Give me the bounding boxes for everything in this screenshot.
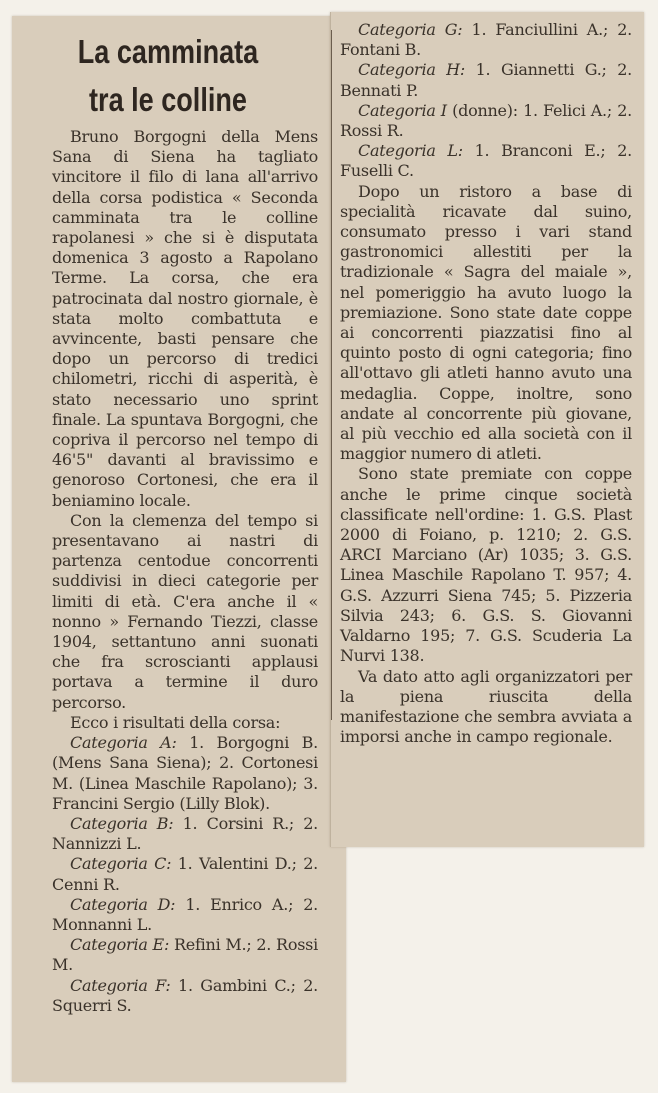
category-e-result	[52, 935, 318, 975]
category-f-result	[52, 976, 318, 1016]
category-d-result	[52, 895, 318, 935]
category-e-label: Categoria E:	[70, 935, 170, 955]
category-b-text: 1. Corsini R.; 2. Nannizzi L.	[52, 813, 318, 854]
category-h-label: Categoria H:	[358, 60, 466, 80]
category-d-text: 1. Enrico A.; 2. Monnanni L.	[52, 894, 318, 934]
category-c-label: Categoria C:	[70, 854, 172, 874]
category-l-result	[340, 141, 632, 181]
category-l-text: 1. Branconi E.; 2. Fuselli C.	[340, 141, 632, 181]
category-a-result	[52, 733, 318, 814]
article-title	[70, 28, 267, 124]
category-c-text: 1. Valentini D.; 2. Cenni R.	[52, 854, 318, 894]
category-f-text: 1. Gambini C.; 2. Squerri S.	[52, 975, 318, 1015]
column-divider	[331, 30, 332, 720]
category-g-text: 1. Fanciullini A.; 2. Fontani B.	[340, 20, 632, 60]
category-b-result	[52, 814, 318, 854]
paragraph-team-prizes: Sono state premiate con coppe anche le prime cinque società classificate nell'ordine: 1. G.S. Plast 2000 di Foiano, p. 1210; 2. G.S. ARCI Marciano (Ar) 1035; 3. G.S. Linea Maschile Rapolano T. 957; 4. G.S. Azzurri Siena 745; 5. Pizzeria Silvia 243; 6. G.S. S. Giovanni Valdarno 195; 7. G.S. Scuderia La Nurvi 138.	[340, 464, 632, 666]
category-g-result	[340, 20, 632, 60]
category-i-label: Categoria I	[358, 100, 447, 120]
paragraph-closing: Va dato atto agli organizzatori per la piena riuscita della manifestazione che sembra avviata a imporsi anche in campo regionale.	[340, 666, 632, 747]
category-f-label: Categoria F:	[70, 975, 171, 995]
left-column-text	[52, 127, 318, 1016]
paragraph-intro: Bruno Borgogni della Mens Sana di Siena ha tagliato vincitore il filo di lana all'arrivo della corsa podistica « Seconda camminata tra le colline rapolanesi » che si è disputata domenica 3 agosto a Rapolano Terme. La corsa, che era patrocinata dal nostro giornale, è stata molto combattuta e avvincente, basti pensare che dopo un percorso di tredici chilometri, ricchi di asperità, è stato necessario uno sprint finale. La spuntava Borgogni, che copriva il percorso nel tempo di 46'5" davanti al bravissimo e genoroso Cortonesi, che era il beniamino locale.	[52, 127, 318, 510]
title-line-1: La camminata	[77, 33, 259, 70]
category-i-text: (donne): 1. Felici A.; 2. Rossi R.	[340, 100, 632, 141]
category-b-label: Categoria B:	[70, 813, 174, 833]
title-line-2: tra le colline	[89, 81, 247, 118]
category-h-result	[340, 60, 632, 100]
category-l-label: Categoria L:	[358, 141, 463, 161]
category-h-text: 1. Giannetti G.; 2. Bennati P.	[340, 60, 633, 100]
category-c-result	[52, 854, 318, 894]
category-a-text: 1. Borgogni B. (Mens Sana Siena); 2. Cortonesi M. (Linea Maschile Rapolano); 3. Francini Sergio (Lilly Blok).	[52, 733, 318, 813]
paragraph-results-heading: Ecco i risultati della corsa:	[70, 712, 281, 732]
category-d-label: Categoria D:	[70, 894, 176, 914]
paragraph-weather: Con la clemenza del tempo si presentavano ai nastri di partenza centodue concorrenti suddivisi in dieci categorie per limiti di età. C'era anche il « nonno » Fernando Tiezzi, classe 1904, settantuno anni suonati che fra scroscianti applausi portava a termine il duro percorso.	[52, 510, 318, 712]
category-a-label: Categoria A:	[70, 733, 177, 753]
category-i-result	[340, 101, 632, 141]
category-g-label: Categoria G:	[358, 20, 463, 39]
paragraph-prize-ceremony: Dopo un ristoro a base di specialità ricavate dal suino, consumato presso i vari stand gastronomici allestiti per la tradizionale « Sagra del maiale », nel pomeriggio ha avuto luogo la premiazione. Sono state date coppe ai concorrenti piazzatisi fino al quinto posto di ogni categoria; fino all'ottavo gli atleti hanno avuto una medaglia. Coppe, inoltre, sono andate al concorrente più giovane, al più vecchio ed alla società con il maggior numero di atleti.	[340, 181, 632, 464]
category-e-text: Refini M.; 2. Rossi M.	[52, 935, 318, 975]
right-column-text	[340, 20, 632, 747]
